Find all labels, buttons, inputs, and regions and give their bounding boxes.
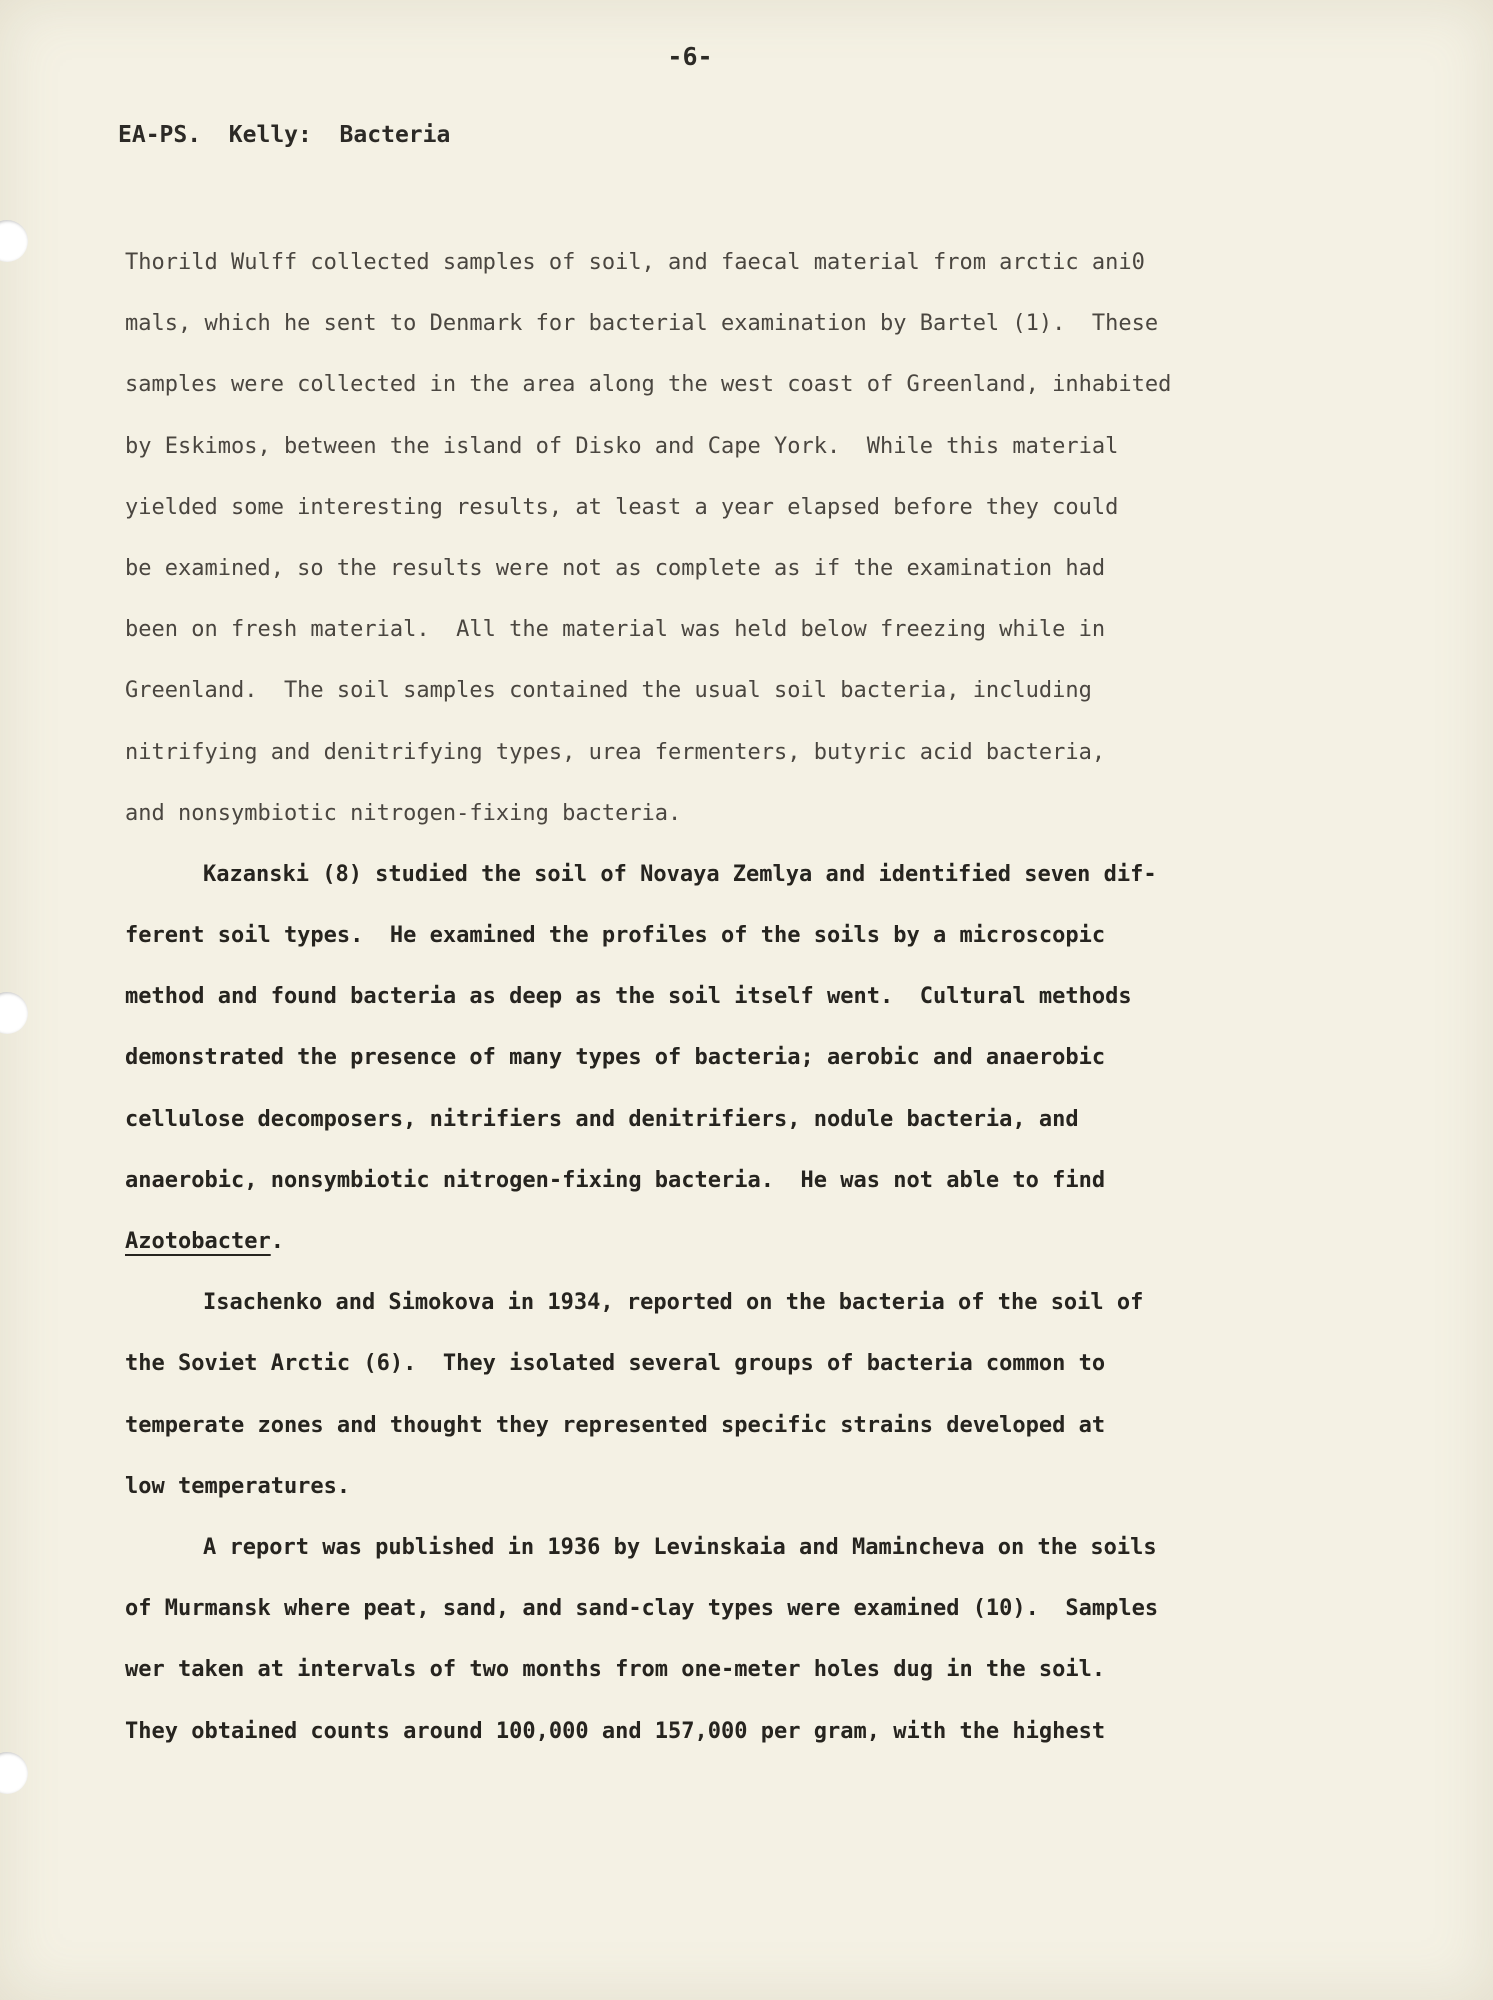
text-line: anaerobic, nonsymbiotic nitrogen-fixing bacteria. He was not able to find [125,1167,1106,1193]
text-line: samples were collected in the area along the west coast of Greenland, inhabited [125,372,1172,398]
text-line: Kazanski (8) studied the soil of Novaya Zemlya and identified seven dif- [203,861,1157,887]
punch-hole [0,220,28,262]
text-line: method and found bacteria as deep as the soil itself went. Cultural methods [125,984,1132,1010]
text-line: and nonsymbiotic nitrogen-fixing bacteria. [125,800,682,826]
text-line: yielded some interesting results, at least a year elapsed before they could [125,494,1119,520]
text-line: demonstrated the presence of many types of bacteria; aerobic and anaerobic [125,1045,1106,1071]
paragraph-2 [125,844,1325,1272]
text-line: by Eskimos, between the island of Disko and Cape York. While this material [125,433,1119,459]
text-line: ferent soil types. He examined the profiles of the soils by a microscopic [125,923,1106,949]
paragraph-1 [125,232,1325,844]
text-line: A report was published in 1936 by Levinskaia and Mamincheva on the soils [203,1534,1157,1560]
text-line: low temperatures. [125,1473,351,1499]
text-line: be examined, so the results were not as complete as if the examination had [125,555,1106,581]
text-line: Greenland. The soil samples contained the usual soil bacteria, including [125,678,1092,704]
text-line [125,1211,1325,1272]
text-line: Thorild Wulff collected samples of soil, and faecal material from arctic ani0 [125,250,1145,275]
text-punctuation: . [270,1229,284,1254]
text-line: cellulose decomposers, nitrifiers and denitrifiers, nodule bacteria, and [125,1106,1079,1132]
paragraph-4 [125,1517,1325,1762]
text-line: the Soviet Arctic (6). They isolated several groups of bacteria common to [125,1351,1106,1377]
punch-hole [0,1752,28,1794]
running-head: EA-PS. Kelly: Bacteria [118,122,451,148]
text-line: been on fresh material. All the material was held below freezing while in [125,617,1106,643]
text-line: temperate zones and thought they represented specific strains developed at [125,1412,1106,1438]
text-line: Isachenko and Simokova in 1934, reported on the bacteria of the soil of [203,1290,1144,1316]
text-line: wer taken at intervals of two months from one-meter holes dug in the soil. [125,1657,1106,1683]
text-line: mals, which he sent to Denmark for bacterial examination by Bartel (1). These [125,311,1159,337]
body-text [125,232,1325,1762]
underlined-term: Azotobacter [125,1229,271,1254]
punch-hole [0,992,28,1034]
text-line: of Murmansk where peat, sand, and sand-clay types were examined (10). Samples [125,1596,1159,1622]
text-line: nitrifying and denitrifying types, urea fermenters, butyric acid bacteria, [125,739,1106,765]
page-number: -6- [667,42,713,71]
paragraph-3 [125,1272,1325,1517]
text-line: They obtained counts around 100,000 and 157,000 per gram, with the highest [125,1718,1106,1744]
